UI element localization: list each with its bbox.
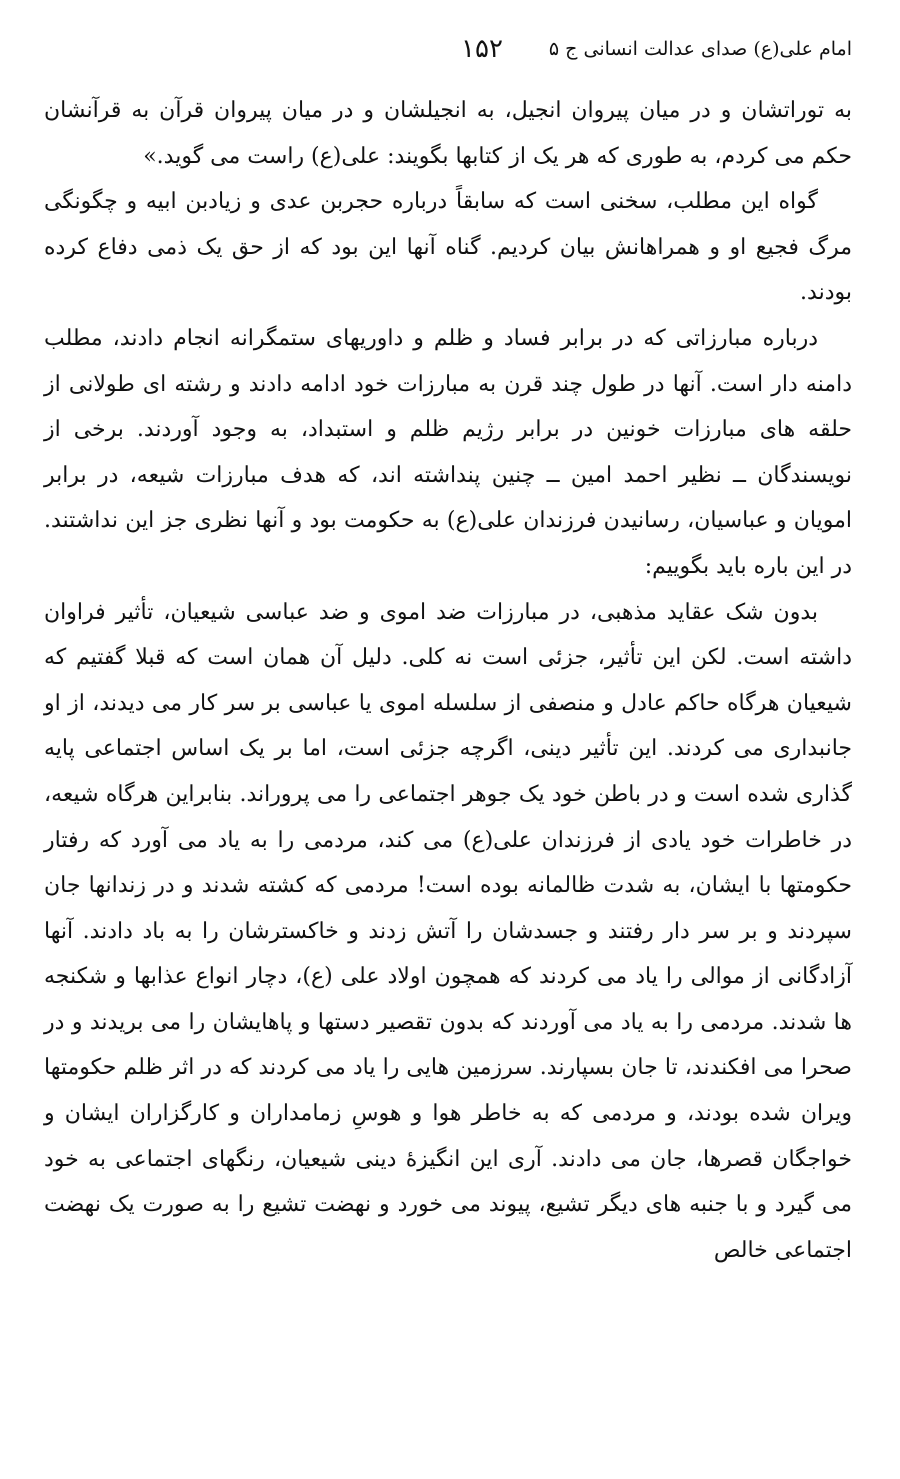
paragraph: گواه این مطلب، سخنی است که سابقاً درباره حجربن عدی و زیادبن ابیه و چگونگی مرگ فجیع او و همراهانش بیان کردیم. گناه آنها این بود که از حق یک ذمی دفاع کرده بودند. bbox=[44, 189, 852, 306]
page-header bbox=[44, 34, 852, 74]
paragraph-continuation: به توراتشان و در میان پیروان انجیل، به انجیلشان و در میان پیروان قرآن به قرآنشان حکم می کردم، به طوری که هر یک از کتابها بگویند: علی(ع) راست می گوید.» bbox=[44, 98, 852, 169]
paragraph: درباره مبارزاتی که در برابر فساد و ظلم و داوریهای ستمگرانه انجام دادند، مطلب دامنه دار است. آنها در طول چند قرن به مبارزات خود ادامه دادند و رشته ای طولانی از حلقه های مبارزات خونین در برابر رژیم ظلم و استبداد، به وجود آوردند. برخی از نویسندگان ــ نظیر احمد امین ــ چنین پنداشته اند، که هدف مبارزات شیعه، در برابر امویان و عباسیان، رسانیدن فرزندان علی(ع) به حکومت بود و آنها نظری جز این نداشتند. در این باره باید بگوییم: bbox=[44, 325, 852, 579]
page-body bbox=[44, 88, 852, 1273]
page-number: ۱۵۲ bbox=[461, 34, 503, 64]
paragraph: بدون شک عقاید مذهبی، در مبارزات ضد اموی و ضد عباسی شیعیان، تأثیر فراوان داشته است. لکن این تأثیر، جزئی است نه کلی. دلیل آن همان است که قبلا گفتیم که شیعیان هرگاه حاکم عادل و منصفی از سلسله اموی یا عباسی بر سر کار می دیدند، از او جانبداری می کردند. این تأثیر دینی، اگرچه جزئی است، اما بر یک اساس اجتماعی پایه گذاری شده است و در باطن خود یک جوهر اجتماعی را می پروراند. بنابراین هرگاه شیعه، در خاطرات خود یادی از فرزندان علی(ع) می کند، مردمی را به یاد می آورد که رفتار حکومتها با ایشان، به شدت ظالمانه بوده است! مردمی که کشته شدند و در زندانها جان سپردند و بر سر دار رفتند و جسدشان را آتش زدند و خاکسترشان را به باد دادند. آنها آزادگانی از موالی را یاد می کردند که همچون اولاد علی (ع)، دچار انواع عذابها و شکنجه ها شدند. مردمی را به یاد می آوردند که بدون تقصیر دستها و پاهایشان را می بریدند و در صحرا می افکندند، تا جان بسپارند. سرزمین هایی را یاد می کردند که در اثر ظلم حکومتها ویران شده بودند، و مردمی که به خاطر هوا و هوسِ زمامداران و کارگزاران ایشان و خواجگان قصرها، جان می دادند. آری این انگیزهٔ دینی شیعیان، رنگهای اجتماعی به خود می گیرد و با جنبه های دیگر تشیع، پیوند می خورد و نهضت تشیع را به صورت یک نهضت اجتماعی خالص bbox=[44, 599, 853, 1263]
running-title: امام علی(ع) صدای عدالت انسانی ج ۵ bbox=[548, 38, 852, 60]
